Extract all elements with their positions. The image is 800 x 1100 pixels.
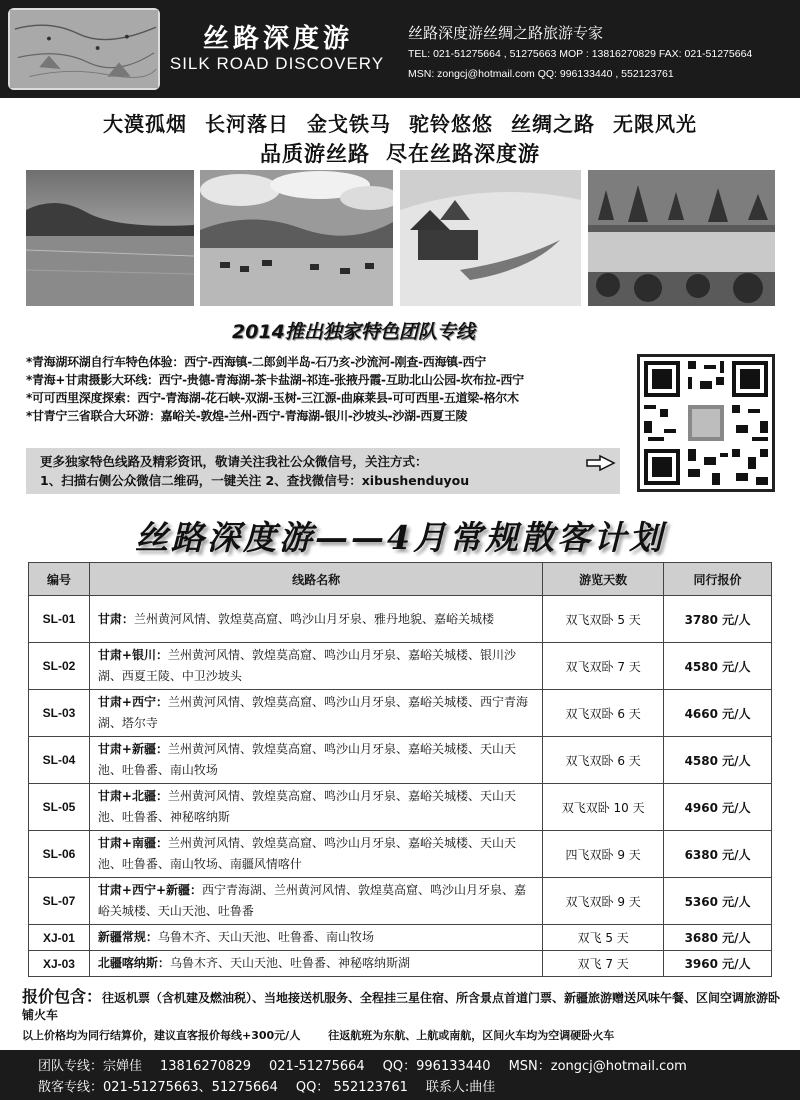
route-stops: 兰州黄河风情、敦煌莫高窟、鸣沙山月牙泉、嘉峪关城楼、银川沙湖、西夏王陵、中卫沙坡头: [97, 648, 516, 683]
fit-contact-person: 联系人:曲佳: [425, 1080, 496, 1095]
route-days: 双飞双卧 10 天: [543, 784, 664, 831]
slogan-row-1: [0, 108, 800, 137]
featured-route: *甘青宁三省联合大环游：嘉峪关-敦煌-兰州-西宁-青海湖-银川-沙坡头-沙湖-西夏王陵: [26, 409, 468, 423]
price-includes-text: 往返机票（含机建及燃油税）、当地接送机服务、全程挂三星住宿、所含景点首道门票、新疆旅游赠送风味午餐、区间空调旅游卧铺火车: [22, 991, 781, 1022]
follow-methods: 1、扫描右侧公众微信二维码，一键关注 2、查找微信号：xibushenduyou: [40, 473, 470, 488]
team-msn: MSN：zongcj@hotmail.com: [508, 1059, 687, 1074]
table-row: [29, 643, 772, 690]
route-days: 四飞双卧 9 天: [543, 831, 664, 878]
slogan-phrase: 尽在丝路深度游: [386, 141, 540, 166]
route-price: 4660 元/人: [664, 690, 772, 737]
fit-qq: QQ： 552123761: [295, 1080, 408, 1095]
route-days: 双飞双卧 6 天: [543, 690, 664, 737]
route-days: 双飞 7 天: [543, 951, 664, 977]
route-code: XJ-01: [29, 925, 90, 951]
team-tel: 021-51275664: [269, 1059, 365, 1074]
header-route: 线路名称: [89, 563, 542, 596]
route-price: 3780 元/人: [664, 596, 772, 643]
header-contact-phones: TEL: 021-51275664 , 51275663 MOP : 13816270829 FAX: 021-51275664: [408, 48, 753, 60]
footer-team-line: [38, 1056, 800, 1077]
route-region: 甘肃+南疆：: [97, 836, 168, 850]
route-code: SL-07: [29, 878, 90, 925]
wechat-qr-code[interactable]: [637, 354, 775, 492]
table-row: [29, 784, 772, 831]
table-row: [29, 596, 772, 643]
route-code: SL-02: [29, 643, 90, 690]
slogan-phrase: 金戈铁马: [307, 112, 391, 136]
table-row: [29, 737, 772, 784]
route-stops: 兰州黄河风情、敦煌莫高窟、鸣沙山月牙泉、雅丹地貌、嘉峪关城楼: [133, 611, 494, 626]
header-contact-msn-qq: MSN: zongcj@hotmail.com QQ: 996133440 , 552123761: [408, 68, 674, 80]
route-region: 北疆喀纳斯：: [97, 956, 170, 970]
header-days: 游览天数: [543, 563, 664, 596]
slogan-phrase: 驼铃悠悠: [409, 112, 493, 136]
route-days: 双飞 5 天: [543, 925, 664, 951]
route-region: 新疆常规：: [97, 930, 158, 944]
route-code: SL-03: [29, 690, 90, 737]
table-row: [29, 831, 772, 878]
slogan-row-2: [0, 138, 800, 168]
header-tagline: 丝路深度游丝绸之路旅游专家: [408, 24, 604, 42]
featured-route: *可可西里深度探索：西宁-青海湖-花石峡-双湖-玉树-三江源-曲麻莱县-可可西里-五道梁-格尔木: [26, 391, 519, 405]
route-stops: 兰州黄河风情、敦煌莫高窟、鸣沙山月牙泉、嘉峪关城楼、天山天池、吐鲁番、神秘喀纳斯: [97, 789, 516, 824]
route-code: SL-04: [29, 737, 90, 784]
route-code: SL-06: [29, 831, 90, 878]
table-row: [29, 878, 772, 925]
route-stops: 兰州黄河风情、敦煌莫高窟、鸣沙山月牙泉、嘉峪关城楼、天山天池、吐鲁番、南山牧场: [97, 742, 516, 777]
route-stops: 兰州黄河风情、敦煌莫高窟、鸣沙山月牙泉、嘉峪关城楼、天山天池、吐鲁番、南山牧场、南疆风情喀什: [97, 836, 516, 871]
photo-grassland-horses: [200, 170, 393, 306]
team-contact-label: 团队专线：宗婵佳: [38, 1059, 143, 1074]
route-price: 3960 元/人: [664, 951, 772, 977]
route-desc: [89, 784, 542, 831]
brand-name-cn: 丝路深度游: [202, 24, 353, 54]
route-stops: 西宁青海湖、兰州黄河风情、敦煌莫高窟、鸣沙山月牙泉、嘉峪关城楼、天山天池、吐鲁番: [97, 883, 527, 918]
route-code: XJ-03: [29, 951, 90, 977]
route-region: 甘肃：: [97, 611, 134, 626]
follow-instruction: 更多独家特色线路及精彩资讯，敬请关注我社公众微信号，关注方式：: [40, 454, 428, 469]
header-code: 编号: [29, 563, 90, 596]
route-days: 双飞双卧 7 天: [543, 643, 664, 690]
promo-title: 2014推出独家特色团队专线: [232, 321, 475, 343]
price-includes: [22, 988, 782, 1024]
price-note-flights: 往返航班为东航、上航或南航，区间火车均为空调硬卧火车: [328, 1029, 615, 1042]
route-region: 甘肃+北疆：: [97, 789, 168, 803]
table-header-row: [29, 563, 772, 596]
price-notes: [22, 1027, 782, 1043]
route-region: 甘肃+西宁：: [97, 695, 168, 709]
team-mobile: 13816270829: [160, 1059, 251, 1074]
photo-crescent-lake-dunes: [400, 170, 581, 306]
route-region: 甘肃+银川：: [97, 648, 168, 662]
route-price: 3680 元/人: [664, 925, 772, 951]
route-days: 双飞双卧 5 天: [543, 596, 664, 643]
slogan-phrase: 丝绸之路: [511, 112, 595, 136]
route-price: 4960 元/人: [664, 784, 772, 831]
route-desc: [89, 643, 542, 690]
table-row: [29, 925, 772, 951]
route-region: 甘肃+新疆：: [97, 742, 168, 756]
route-stops: 乌鲁木齐、天山天池、吐鲁番、南山牧场: [157, 930, 374, 944]
footer-fit-line: [38, 1077, 800, 1098]
team-qq: QQ：996133440: [382, 1059, 491, 1074]
route-desc: [89, 951, 542, 977]
route-stops: 乌鲁木齐、天山天池、吐鲁番、神秘喀纳斯湖: [169, 956, 410, 970]
route-desc: [89, 925, 542, 951]
page-header: [0, 0, 800, 98]
silk-road-map-logo: [8, 8, 160, 90]
route-desc: [89, 737, 542, 784]
table-row: [29, 690, 772, 737]
route-days: 双飞双卧 9 天: [543, 878, 664, 925]
photo-lake-landscape: [26, 170, 194, 306]
slogan-phrase: 长河落日: [205, 112, 289, 136]
featured-route: *青海+甘肃摄影大环线：西宁-贵德-青海湖-茶卡盐湖-祁连-张掖丹霞-互助北山公园-坎布拉-西宁: [26, 373, 524, 387]
route-price: 4580 元/人: [664, 737, 772, 784]
price-includes-label: 报价包含：: [22, 987, 103, 1006]
featured-routes-list: [26, 353, 636, 425]
brand-name-en: SILK ROAD DISCOVERY: [169, 54, 385, 73]
fit-contact-label: 散客专线：021-51275663、51275664: [38, 1080, 278, 1095]
route-desc: [89, 690, 542, 737]
route-region: 甘肃+西宁+新疆：: [97, 883, 203, 897]
slogan-phrase: 品质游丝路: [260, 141, 370, 166]
wechat-follow-box: [26, 448, 620, 494]
route-desc: [89, 831, 542, 878]
route-price: 6380 元/人: [664, 831, 772, 878]
slogan-phrase: 无限风光: [613, 112, 697, 136]
route-code: SL-05: [29, 784, 90, 831]
route-desc: [89, 878, 542, 925]
tour-plan-table: [28, 562, 772, 977]
price-note-agency: 以上价格均为同行结算价，建议直客报价每线+300元/人: [22, 1029, 301, 1042]
page-footer: [0, 1050, 800, 1100]
slogan-phrase: 大漠孤烟: [103, 112, 187, 136]
featured-route: *青海湖环湖自行车特色体验：西宁-西海镇-二郎剑半岛-石乃亥-沙流河-刚查-西海镇-西宁: [26, 355, 486, 369]
header-price: 同行报价: [664, 563, 772, 596]
route-stops: 兰州黄河风情、敦煌莫高窟、鸣沙山月牙泉、嘉峪关城楼、西宁青海湖、塔尔寺: [97, 695, 528, 730]
route-desc: [89, 596, 542, 643]
photo-forest-lake: [588, 170, 775, 306]
route-price: 5360 元/人: [664, 878, 772, 925]
route-price: 4580 元/人: [664, 643, 772, 690]
route-days: 双飞双卧 6 天: [543, 737, 664, 784]
route-code: SL-01: [29, 596, 90, 643]
table-row: [29, 951, 772, 977]
pointing-hand-icon: [586, 452, 616, 474]
plan-title: 丝路深度游——4月常规散客计划: [135, 518, 665, 557]
